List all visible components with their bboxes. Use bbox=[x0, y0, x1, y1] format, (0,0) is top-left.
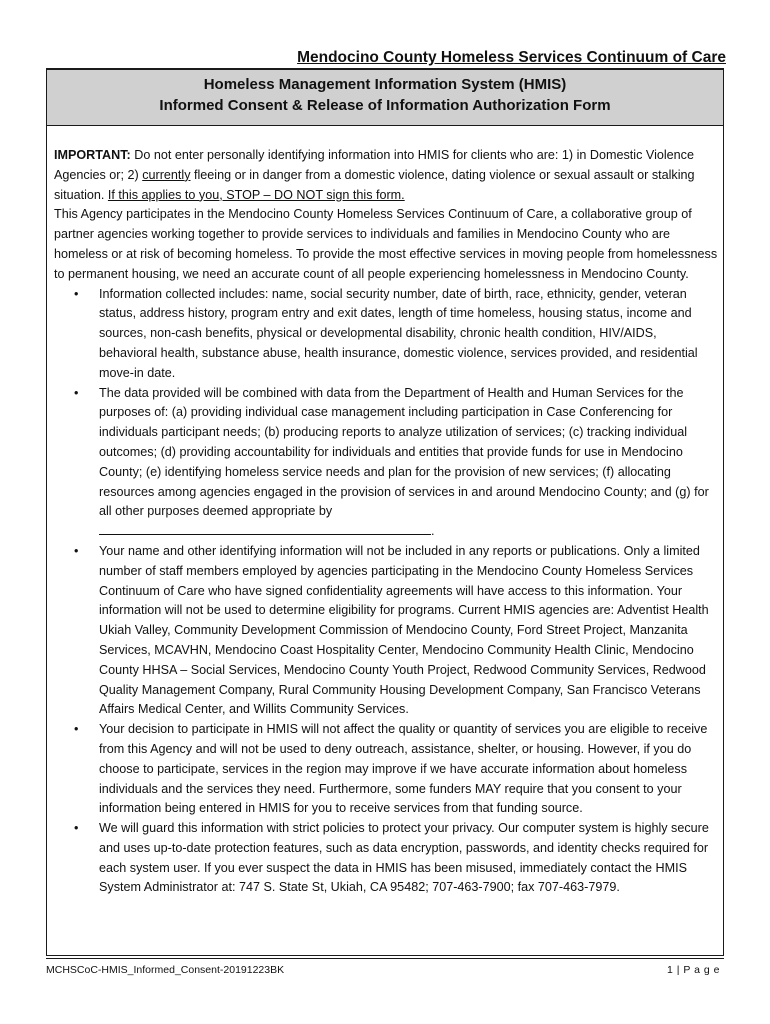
footer-divider bbox=[46, 958, 724, 959]
form-frame bbox=[46, 68, 724, 956]
bullet-text-privacy-protection: We will guard this information with strict policies to protect your privacy. Our computer system is highly secure and uses up-to-date protection features, such as data encryption, passwords, and identity checks required for each system user. If you ever suspect the data in HMIS has been misused, immediately contact the HMIS System Administrator at: 747 S. State St, Ukiah, CA 95482; 707-463-7900; fax 707-463-7979. bbox=[99, 821, 709, 895]
form-title-line2: Informed Consent & Release of Information Authorization Form bbox=[159, 97, 611, 114]
important-currently: currently bbox=[142, 167, 191, 182]
intro-paragraph: This Agency participates in the Mendocino County Homeless Services Continuum of Care, a collaborative group of partner agencies working together to provide services to individuals and families in Mendocino County who are homeless or at risk of becoming homeless. To provide the most effective services in moving people from homelessness to permanent housing, we need an accurate count of all people experiencing homelessness in Mendocino County. bbox=[54, 207, 718, 281]
bullet-text-identifying-information: Your name and other identifying information will not be included in any reports or publications. Only a limited number of staff members employed by agencies participating in the Mendocino County Homeless Services Continuum of Care who have signed confidentiality agreements will have access to this information. Your information will not be used to determine eligibility for programs. Current HMIS agencies are: Adventist Health Ukiah Valley, Community Development Commission of Mendocino County, Ford Street Project, Manzanita Services, MCAVHN, Mendocino Coast Hospitality Center, Mendocino Community Health Clinic, Mendocino County HHSA – Social Services, Mendocino County Youth Project, Redwood Community Services, Redwood Quality Management Company, Rural Community Housing Development Company, San Francisco Veterans Affairs Medical Center, and Willits Community Services. bbox=[99, 543, 709, 717]
purpose-blank-period: . bbox=[431, 524, 435, 539]
list-item bbox=[54, 384, 718, 542]
consent-bullet-list bbox=[54, 285, 718, 899]
bullet-text-information-collected: Information collected includes: name, social security number, date of birth, race, ethnicity, gender, veteran status, address history, program entry and exit dates, length of time homeless, housing status, income and sources, non-cash benefits, physical or developmental disability, chronic health condition, HIV/AIDS, behavioral health, substance abuse, health insurance, domestic violence, services provided, and residential move-in date. bbox=[99, 286, 698, 380]
important-stop-warning: If this applies to you, STOP – DO NOT sign this form. bbox=[107, 187, 405, 202]
footer-document-id: MCHSCoC-HMIS_Informed_Consent-20191223BK bbox=[46, 964, 285, 976]
important-notice bbox=[54, 146, 718, 205]
form-body bbox=[54, 146, 718, 898]
list-item bbox=[54, 542, 718, 720]
bullet-icon: • bbox=[74, 385, 79, 400]
list-item bbox=[54, 720, 718, 819]
bullet-text-participation-decision: Your decision to participate in HMIS will not affect the quality or quantity of services you are eligible to receive from this Agency and will not be used to deny outreach, assistance, shelter, or housing. However, if you do choose to participate, services in the region may improve if we have accurate information about homeless individuals and the services they need. Furthermore, some funders MAY require that you consent to your information being entered in HMIS for you to receive services from that funding source. bbox=[99, 722, 708, 816]
bullet-icon: • bbox=[74, 821, 79, 836]
purpose-blank-field[interactable] bbox=[99, 522, 431, 535]
bullet-text-data-purposes: The data provided will be combined with data from the Department of Health and Human Services for the purposes of: (a) providing individual case management including participation in Case Conferencing for individuals participant needs; (b) producing reports to analyze utilization of services; (c) tracking individual outcomes; (d) providing accountability for individuals and entities that provide funds for use in Mendocino County; (e) identifying homeless service needs and plan for the provision of new services; (f) allocating resources among agencies engaged in the provision of services in and around Mendocino County; and (g) for all other purposes deemed appropriate by bbox=[99, 385, 709, 519]
bullet-icon: • bbox=[74, 543, 79, 558]
important-label: IMPORTANT: bbox=[54, 148, 131, 162]
form-title-band bbox=[47, 70, 723, 126]
important-text-b: fleeing or in danger from a domestic violence, dating violence or sexual assault or stalking situation. bbox=[54, 167, 695, 202]
form-title-line1: Homeless Management Information System (HMIS) bbox=[203, 76, 567, 93]
bullet-icon: • bbox=[74, 722, 79, 737]
organization-header: Mendocino County Homeless Services Continuum of Care bbox=[297, 49, 726, 66]
bullet-icon: • bbox=[74, 286, 79, 301]
important-text-a: Do not enter personally identifying information into HMIS for clients who are: 1) in Domestic Violence Agencies or; 2) bbox=[54, 148, 694, 182]
list-item bbox=[54, 285, 718, 384]
list-item bbox=[54, 819, 718, 898]
footer-page-number: 1 | P a g e bbox=[667, 964, 720, 976]
